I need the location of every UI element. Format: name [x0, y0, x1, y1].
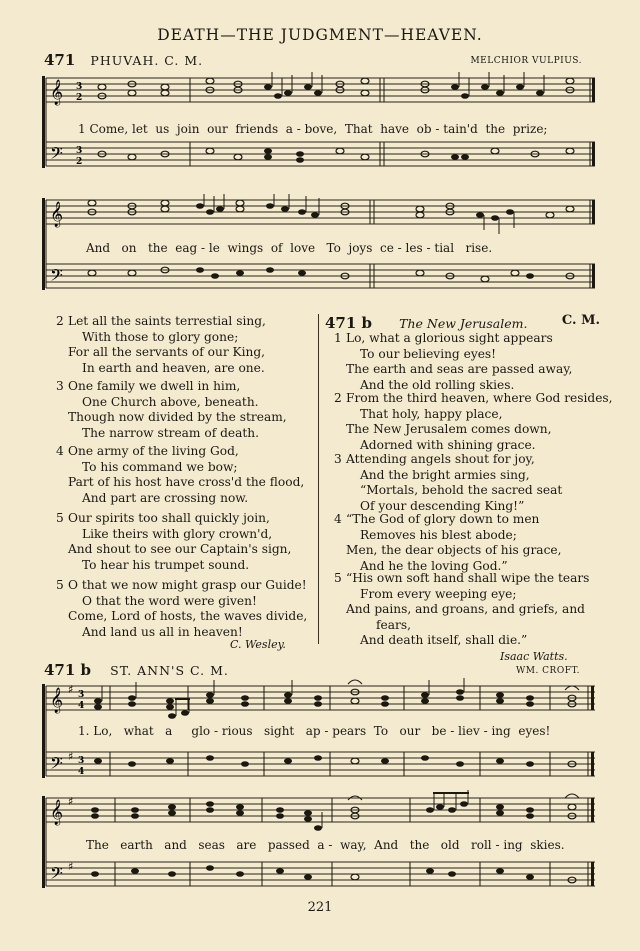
svg-text:♯: ♯	[68, 750, 74, 763]
svg-text:𝄢: 𝄢	[50, 753, 63, 777]
lyric-line-2: And on the eag - le wings of love To joys ce - les - tial rise.	[86, 241, 493, 255]
hymn-number: 471 b	[325, 314, 373, 332]
tune-name: PHUVAH. C. M.	[90, 53, 204, 68]
text-author-credit: Isaac Watts.	[500, 650, 568, 663]
svg-text:3: 3	[78, 690, 85, 700]
svg-text:3: 3	[78, 756, 85, 766]
hymn-number: 471 b	[44, 661, 92, 679]
text-verse-4: 4 “The God of glory down to men Removes his blest abode; Men, the dear objects of his grace, And he the loving God.”	[334, 512, 562, 573]
svg-text:4: 4	[78, 767, 85, 777]
svg-text:𝄞: 𝄞	[50, 800, 64, 825]
svg-text:2: 2	[76, 157, 83, 167]
verse-5: 5 Our spirits too shall quickly join, Like theirs with glory crown'd, And shout to see our Captain's sign, To hear his trumpet sound.	[56, 511, 292, 572]
svg-text:𝄞: 𝄞	[50, 202, 64, 227]
verse-2: 2 Let all the saints terrestial sing, With those to glory gone; For all the servants of our King, In earth and heaven, are one.	[56, 314, 266, 375]
text-verse-5: 5 “His own soft hand shall wipe the tears From every weeping eye; And pains, and groans, and griefs, and fears, And death itself, shall die.”	[334, 571, 590, 647]
hymn-471b-heading	[325, 313, 600, 332]
column-divider	[318, 314, 319, 644]
tune-name: ST. ANN'S C. M.	[110, 663, 229, 678]
composer-credit: MELCHIOR VULPIUS.	[470, 56, 582, 66]
hymn-title: The New Jerusalem.	[399, 316, 528, 331]
svg-text:♯: ♯	[68, 683, 74, 696]
text-verse-2: 2 From the third heaven, where God resides, That holy, happy place, The New Jerusalem comes down, Adorned with shining grace.	[334, 391, 613, 452]
hymn-471-heading	[44, 50, 203, 69]
svg-text:𝄢: 𝄢	[50, 863, 63, 887]
page-header: DEATH—THE JUDGMENT—HEAVEN.	[157, 26, 483, 44]
svg-text:𝄞: 𝄞	[50, 80, 64, 105]
verse-4: 4 One army of the living God, To his command we bow; Part of his host have cross'd the flood, And part are crossing now.	[56, 444, 305, 505]
author-credit: C. Wesley.	[230, 638, 286, 651]
svg-text:𝄢: 𝄢	[50, 143, 63, 167]
svg-text:♯: ♯	[68, 795, 74, 808]
svg-text:2: 2	[76, 93, 83, 103]
svg-text:♯: ♯	[68, 860, 74, 873]
text-verse-1: 1 Lo, what a glorious sight appears To our believing eyes! The earth and seas are passed away, And the old rolling skies.	[334, 331, 573, 392]
composer-credit: WM. CROFT.	[515, 666, 580, 676]
hymn-meter: C. M.	[561, 313, 600, 328]
svg-text:3: 3	[76, 146, 83, 156]
verse-6: 5 O that we now might grasp our Guide! O that the word were given! Come, Lord of hosts, the waves divide, And land us all in heaven!	[56, 578, 308, 639]
verse-3: 3 One family we dwell in him, One Church above, beneath. Though now divided by the stream, The narrow stream of death.	[56, 379, 287, 440]
lyric-line-3: 1. Lo, what a glo - rious sight ap - pears To our be - liev - ing eyes!	[78, 724, 551, 738]
text-verse-3: 3 Attending angels shout for joy, And the bright armies sing, “Mortals, behold the sacred seat Of your descending King!”	[334, 452, 563, 513]
svg-text:𝄢: 𝄢	[50, 265, 63, 289]
page-number: 221	[307, 900, 333, 915]
svg-text:𝄞: 𝄞	[50, 688, 64, 713]
svg-text:4: 4	[78, 701, 85, 711]
svg-text:3: 3	[76, 82, 83, 92]
hymn-number: 471	[44, 51, 76, 69]
lyric-line-1: 1 Come, let us join our friends a - bove, That have ob - tain'd the prize;	[78, 122, 548, 136]
lyric-line-4: The earth and seas are passed a - way, And the old roll - ing skies.	[86, 838, 565, 852]
